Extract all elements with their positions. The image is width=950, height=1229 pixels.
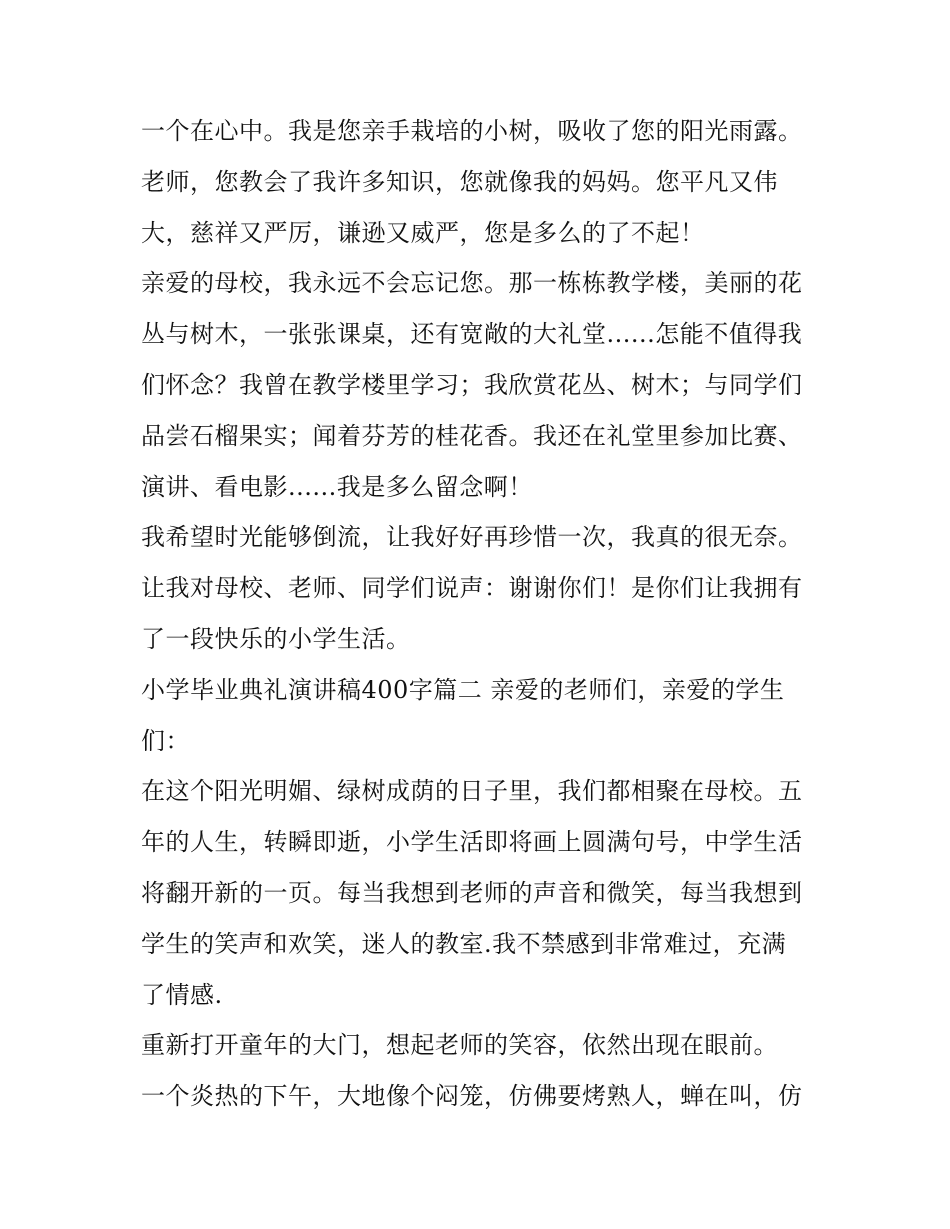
text-line: 在这个阳光明媚、绿树成荫的日子里，我们都相聚在母校。五 — [141, 777, 803, 806]
document-body — [141, 106, 821, 1122]
text-line: 丛与树木，一张张课桌，还有宽敞的大礼堂......怎能不值得我 — [141, 320, 803, 349]
text-line: 们： — [141, 726, 190, 755]
text-line: 品尝石榴果实；闻着芬芳的桂花香。我还在礼堂里参加比赛、 — [141, 421, 803, 450]
text-line: 一个炎热的下午，大地像个闷笼，仿佛要烤熟人，蝉在叫，仿 — [141, 1082, 803, 1111]
text-line: 了情感. — [141, 980, 223, 1009]
text-line: 我希望时光能够倒流，让我好好再珍惜一次，我真的很无奈。 — [141, 523, 803, 552]
text-line: 老师，您教会了我许多知识，您就像我的妈妈。您平凡又伟 — [141, 167, 778, 196]
text-line: 们怀念？我曾在教学楼里学习；我欣赏花丛、树木；与同学们 — [141, 370, 803, 399]
text-line: 年的人生，转瞬即逝，小学生活即将画上圆满句号，中学生活 — [141, 828, 803, 857]
text-line: 大，慈祥又严厉，谦逊又威严，您是多么的了不起！ — [141, 218, 705, 247]
text-line: 了一段快乐的小学生活。 — [141, 624, 411, 653]
text-line: 重新打开童年的大门，想起老师的笑容，依然出现在眼前。 — [141, 1031, 778, 1060]
text-line: 演讲、看电影......我是多么留念啊！ — [141, 472, 533, 501]
text-line: 将翻开新的一页。每当我想到老师的声音和微笑，每当我想到 — [141, 878, 803, 907]
text-line: 亲爱的母校，我永远不会忘记您。那一栋栋教学楼，美丽的花 — [141, 269, 803, 298]
text-line: 让我对母校、老师、同学们说声：谢谢你们！是你们让我拥有 — [141, 574, 803, 603]
text-line: 一个在心中。我是您亲手栽培的小树，吸收了您的阳光雨露。 — [141, 117, 803, 145]
text-line: 学生的笑声和欢笑，迷人的教室.我不禁感到非常难过，充满 — [141, 929, 787, 958]
section-heading-line: 小学毕业典礼演讲稿400字篇二 亲爱的老师们，亲爱的学生 — [141, 675, 785, 704]
